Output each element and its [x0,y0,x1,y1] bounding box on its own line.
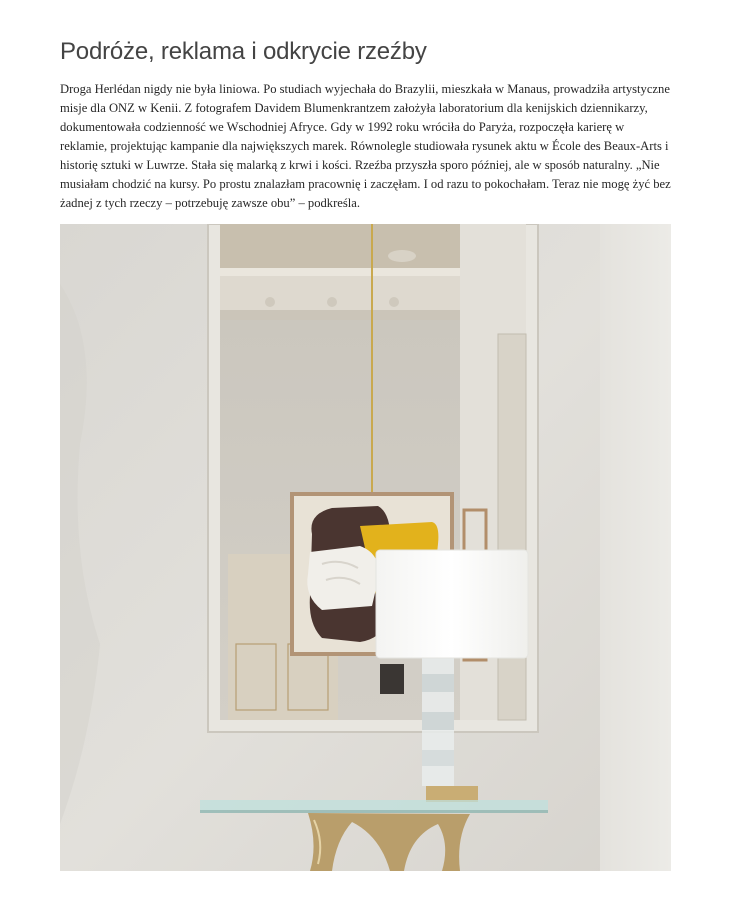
interior-photo-illustration [60,224,671,871]
right-wall [600,224,671,871]
article-photo [60,224,671,871]
article-title: Podróże, reklama i odkrycie rzeźby [60,38,427,65]
article-body: Droga Herlédan nigdy nie była liniowa. Po studiach wyjechała do Brazylii, mieszkała w Manaus, prowadziła artystyczne misje dla ONZ w Kenii. Z fotografem Davidem Blumenkrantzem założyła laboratorium dla kenijskich dziennikarzy, dokumentowała codzienność we Wschodniej Afryce. Gdy w 1992 roku wróciła do Paryża, rozpoczęła karierę w reklamie, projektując kampanie dla największych marek. Równolegle studiowała rysunek aktu w École des Beaux-Arts i historię sztuki w Luwrze. Stała się malarką z krwi i kości. Rzeźba przyszła sporo później, ale w sposób naturalny. „Nie musiałam chodzić na kursy. Po prostu znalazłam pracownię i zaczęłam. I od razu to pokochałam. Teraz nie mogę żyć bez żadnej z tych rzeczy – potrzebuję zawsze obu” – podkreśla. [60,82,671,210]
